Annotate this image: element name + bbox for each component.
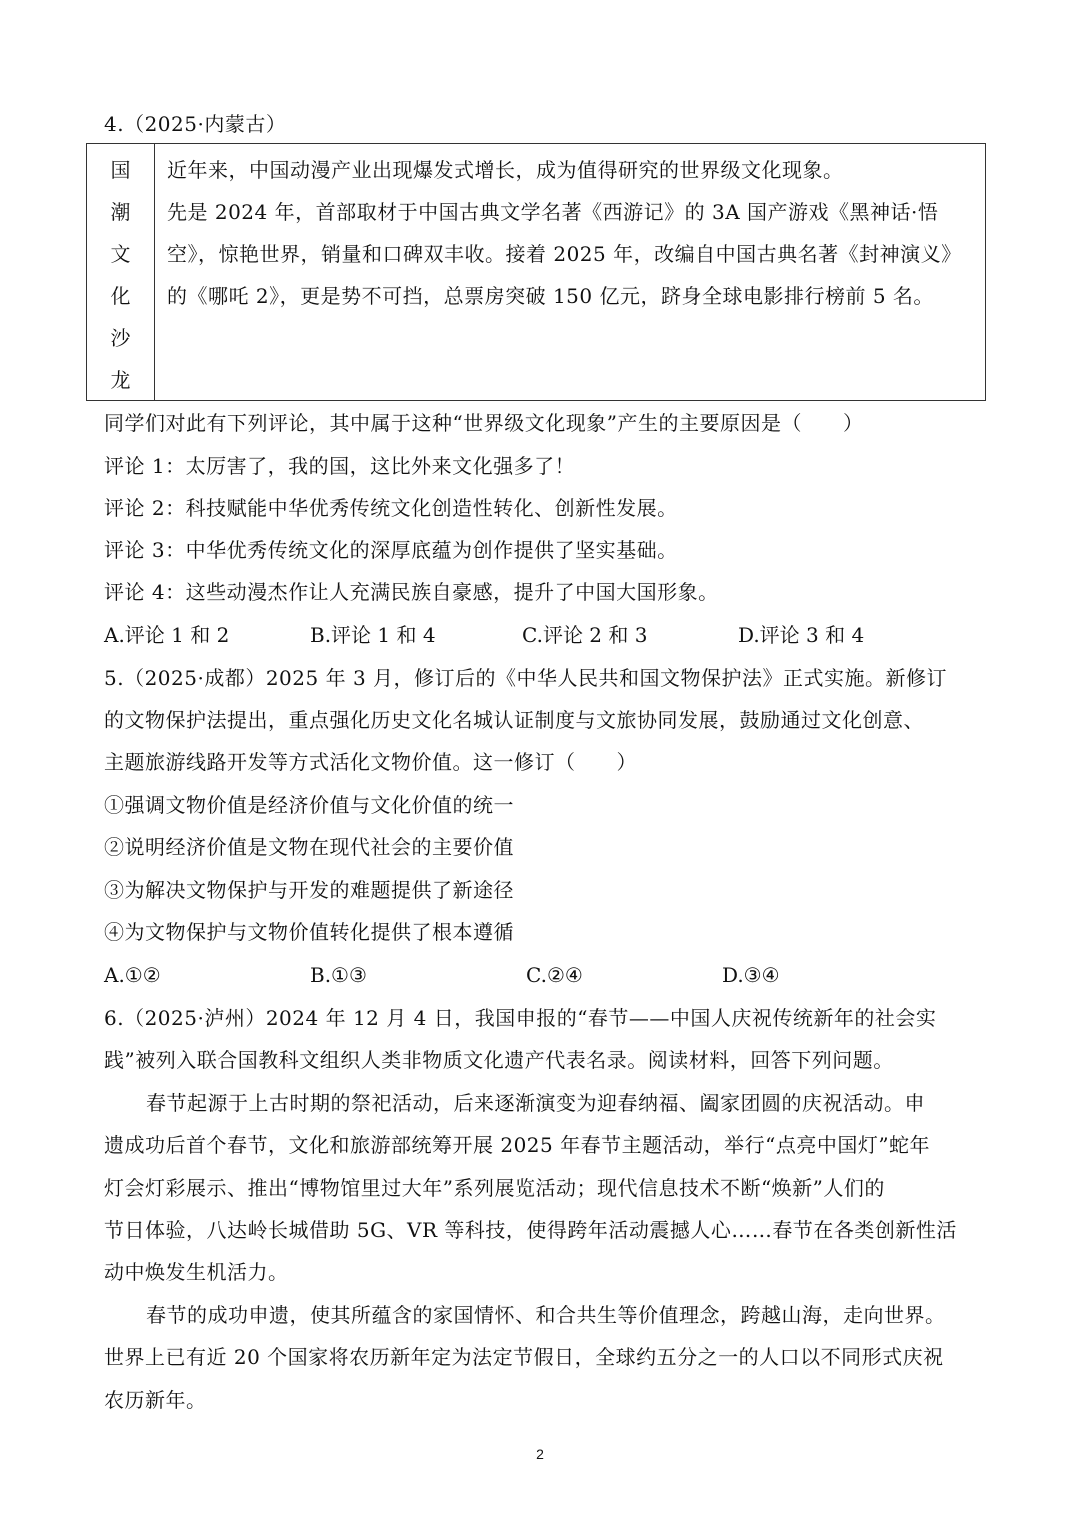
q4-header: 4.（2025·内蒙古） [104,112,287,136]
salon-label-char: 化 [110,284,131,308]
salon-label-cell [87,144,155,400]
q5-statement: ②说明经济价值是文物在现代社会的主要价值 [104,835,514,859]
salon-text-line: 近年来，中国动漫产业出现爆发式增长，成为值得研究的世界级文化现象。 [167,158,844,182]
page-number: 2 [536,1446,544,1462]
salon-text-line: 的《哪吒 2》，更是势不可挡，总票房突破 150 亿元，跻身全球电影排行榜前 5 名。 [167,284,934,308]
q5-option-c: C.②④ [526,963,583,987]
q6-line: 6.（2025·泸州）2024 年 12 月 4 日，我国申报的“春节——中国人庆祝传统新年的社会实 [104,1006,937,1030]
salon-label-char: 文 [110,242,131,266]
salon-material-table [86,143,986,401]
q5-line: 5.（2025·成都）2025 年 3 月，修订后的《中华人民共和国文物保护法》正式实施。新修订 [104,666,948,690]
q5-option-a: A.①② [104,963,161,987]
q6-material-paragraph-2: 春节的成功申遗，使其所蕴含的家国情怀、和合共生等价值理念，跨越山海，走向世界。 [146,1303,946,1327]
q4-option-b: B.评论 1 和 4 [310,623,436,647]
q6-line: 践”被列入联合国教科文组织人类非物质文化遗产代表名录。阅读材料，回答下列问题。 [104,1048,894,1072]
q5-line: 主题旅游线路开发等方式活化文物价值。这一修订（ ） [104,750,637,774]
q5-line: 的文物保护法提出，重点强化历史文化名城认证制度与文旅协同发展，鼓励通过文化创意、 [104,708,924,732]
q4-option-a: A.评论 1 和 2 [104,623,230,647]
q4-stem: 同学们对此有下列评论，其中属于这种“世界级文化现象”产生的主要原因是（ ） [104,411,864,435]
q6-material-paragraph-1: 动中焕发生机活力。 [104,1260,289,1284]
q5-option-d: D.③④ [722,963,780,987]
salon-label-char: 国 [110,158,131,182]
q5-statement: ①强调文物价值是经济价值与文化价值的统一 [104,793,514,817]
q6-material-paragraph-1: 灯会灯彩展示、推出“博物馆里过大年”系列展览活动；现代信息技术不断“焕新”人们的 [104,1176,885,1200]
q4-comment: 评论 2：科技赋能中华优秀传统文化创造性转化、创新性发展。 [104,496,678,520]
q4-comment: 评论 1：太厉害了，我的国，这比外来文化强多了！ [104,454,576,478]
salon-text-line: 空》，惊艳世界，销量和口碑双丰收。接着 2025 年，改编自中国古典名著《封神演义》 [167,242,962,266]
salon-text-line: 先是 2024 年，首部取材于中国古典文学名著《西游记》的 3A 国产游戏《黑神话·悟 [167,200,939,224]
q4-option-c: C.评论 2 和 3 [522,623,648,647]
salon-label-char: 沙 [110,326,131,350]
q6-material-paragraph-2: 世界上已有近 20 个国家将农历新年定为法定节假日，全球约五分之一的人口以不同形式庆祝 [104,1345,944,1369]
q4-comment: 评论 4：这些动漫杰作让人充满民族自豪感，提升了中国大国形象。 [104,580,719,604]
q6-material-paragraph-2: 农历新年。 [104,1388,207,1412]
q6-material-paragraph-1: 春节起源于上古时期的祭祀活动，后来逐渐演变为迎春纳福、阖家团圆的庆祝活动。申 [146,1091,925,1115]
salon-label-char: 龙 [110,368,131,392]
q5-statement: ③为解决文物保护与开发的难题提供了新途径 [104,878,514,902]
q4-comment: 评论 3：中华优秀传统文化的深厚底蕴为创作提供了坚实基础。 [104,538,678,562]
q5-option-b: B.①③ [310,963,367,987]
salon-label-char: 潮 [110,200,131,224]
q6-material-paragraph-1: 遗成功后首个春节，文化和旅游部统筹开展 2025 年春节主题活动，举行“点亮中国灯”蛇年 [104,1133,931,1157]
q5-statement: ④为文物保护与文物价值转化提供了根本遵循 [104,920,514,944]
q6-material-paragraph-1: 节日体验，八达岭长城借助 5G、VR 等科技，使得跨年活动震撼人心……春节在各类创新性活 [104,1218,957,1242]
q4-option-d: D.评论 3 和 4 [738,623,865,647]
